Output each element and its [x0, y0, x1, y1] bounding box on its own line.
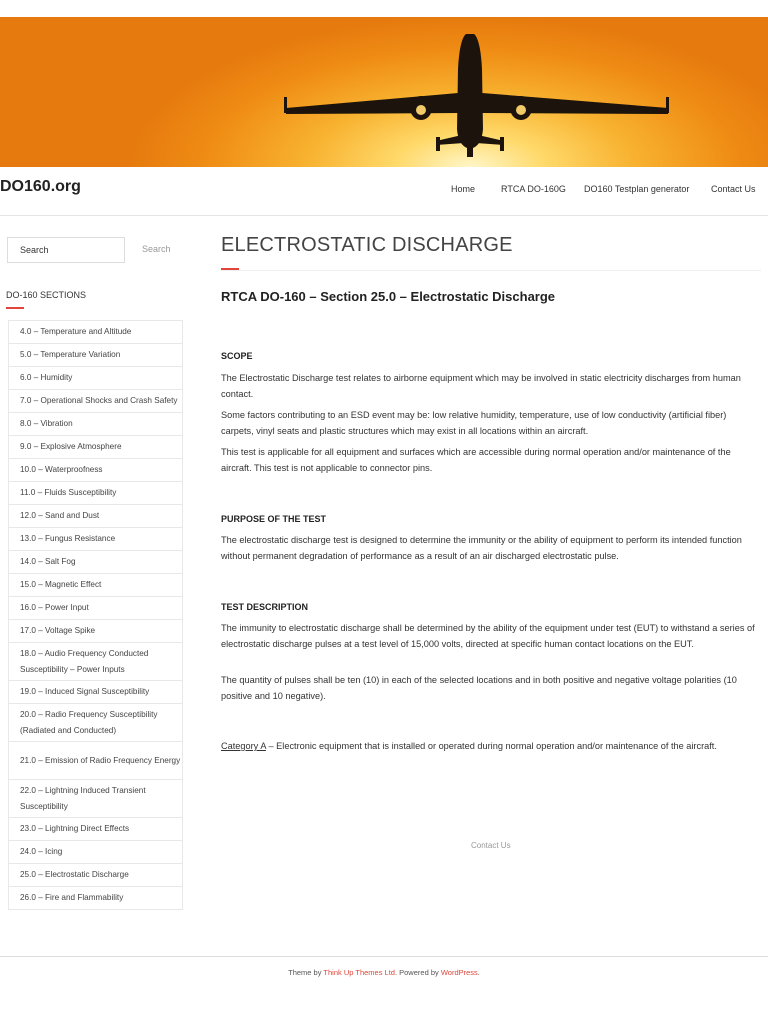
section-item[interactable]: 9.0 – Explosive Atmosphere — [9, 436, 182, 459]
nav-testplan-generator[interactable]: DO160 Testplan generator — [584, 184, 690, 194]
search-button[interactable]: Search — [142, 244, 171, 254]
section-item[interactable]: 25.0 – Electrostatic Discharge — [9, 864, 182, 887]
scope-paragraph-2: Some factors contributing to an ESD event may be: low relative humidity, temperature, use of low conductivity (artificial fiber) carpets, vinyl seats and plastic structures which may exist in all locations within an aircraft. — [221, 410, 727, 436]
section-item[interactable]: 12.0 – Sand and Dust — [9, 505, 182, 528]
section-item[interactable]: 19.0 – Induced Signal Susceptibility — [9, 681, 182, 704]
nav-home[interactable]: Home — [451, 184, 476, 194]
scope-heading: SCOPE — [221, 351, 253, 361]
section-item[interactable]: 6.0 – Humidity — [9, 367, 182, 390]
page-title-divider — [221, 270, 761, 271]
nav-contact-us[interactable]: Contact Us — [711, 184, 756, 194]
section-item[interactable]: 17.0 – Voltage Spike — [9, 620, 182, 643]
section-item[interactable]: 8.0 – Vibration — [9, 413, 182, 436]
section-item[interactable]: 21.0 – Emission of Radio Frequency Energy — [9, 742, 182, 780]
airplane-silhouette-icon — [0, 17, 768, 167]
sections-title: DO-160 SECTIONS — [6, 290, 87, 300]
header-divider — [0, 215, 768, 216]
nav-rtca-do160g[interactable]: RTCA DO-160G — [501, 184, 566, 194]
section-item[interactable]: 14.0 – Salt Fog — [9, 551, 182, 574]
wordpress-link[interactable]: WordPress — [440, 968, 478, 977]
page-title: ELECTROSTATIC DISCHARGE — [221, 234, 513, 256]
test-description-heading: TEST DESCRIPTION — [221, 602, 309, 612]
section-item[interactable]: 10.0 – Waterproofness — [9, 459, 182, 482]
section-item[interactable]: 13.0 – Fungus Resistance — [9, 528, 182, 551]
article-title: RTCA DO-160 – Section 25.0 – Electrostatic Discharge — [221, 289, 556, 304]
section-item[interactable]: 24.0 – Icing — [9, 841, 182, 864]
section-item[interactable]: 15.0 – Magnetic Effect — [9, 574, 182, 597]
section-item[interactable]: 20.0 – Radio Frequency Susceptibility (Radiated and Conducted) — [9, 704, 182, 742]
footer-credits — [0, 968, 768, 977]
theme-author-link[interactable]: Think Up Themes Ltd — [323, 968, 395, 977]
scope-paragraph-1: The Electrostatic Discharge test relates to airborne equipment which may be involved in static electricity discharges from human contact. — [221, 373, 741, 399]
section-item[interactable]: 7.0 – Operational Shocks and Crash Safety — [9, 390, 182, 413]
section-item[interactable]: 5.0 – Temperature Variation — [9, 344, 182, 367]
section-list — [8, 320, 183, 910]
sections-title-accent — [6, 307, 24, 309]
test-description-paragraph-2: The quantity of pulses shall be ten (10) in each of the selected locations and in both positive and negative voltage polarities (10 positive and 10 negative). — [221, 675, 737, 701]
section-item[interactable]: 11.0 – Fluids Susceptibility — [9, 482, 182, 505]
purpose-heading: PURPOSE OF THE TEST — [221, 514, 327, 524]
powered-by-text: . Powered by — [394, 968, 441, 977]
search-input[interactable] — [7, 237, 125, 263]
header-banner — [0, 17, 768, 167]
section-item[interactable]: 4.0 – Temperature and Altitude — [9, 321, 182, 344]
test-description-paragraph-1: The immunity to electrostatic discharge shall be determined by the ability of the equipment under test (EUT) to withstand a series of electrostatic discharge pulses at a test level of 15,000 volts, directed at specific human contact locations on the EUT. — [221, 623, 755, 649]
section-item[interactable]: 23.0 – Lightning Direct Effects — [9, 818, 182, 841]
site-title[interactable]: DO160.org — [0, 178, 81, 195]
footer-period: . — [477, 968, 480, 977]
footer-divider — [0, 956, 768, 957]
theme-by-text: Theme by — [288, 968, 324, 977]
section-item[interactable]: 16.0 – Power Input — [9, 597, 182, 620]
section-item[interactable]: 22.0 – Lightning Induced Transient Susceptibility — [9, 780, 182, 818]
purpose-paragraph: The electrostatic discharge test is designed to determine the immunity or the ability of equipment to perform its intended function without permanent degradation of performance as a result of an air discharged electrostatic pulse. — [221, 535, 742, 561]
category-paragraph — [221, 739, 761, 755]
section-item[interactable]: 26.0 – Fire and Flammability — [9, 887, 182, 910]
contact-us-link[interactable]: Contact Us — [471, 841, 511, 850]
scope-paragraph-3: This test is applicable for all equipment and surfaces which are accessible during normal operation and/or maintenance of the aircraft. This test is not applicable to connector pins. — [221, 447, 731, 473]
category-a-text: – Electronic equipment that is installed or operated during normal operation and/or maintenance of the aircraft. — [265, 741, 717, 751]
category-a-link[interactable]: Category A — [221, 741, 266, 751]
section-item[interactable]: 18.0 – Audio Frequency Conducted Susceptibility – Power Inputs — [9, 643, 182, 681]
